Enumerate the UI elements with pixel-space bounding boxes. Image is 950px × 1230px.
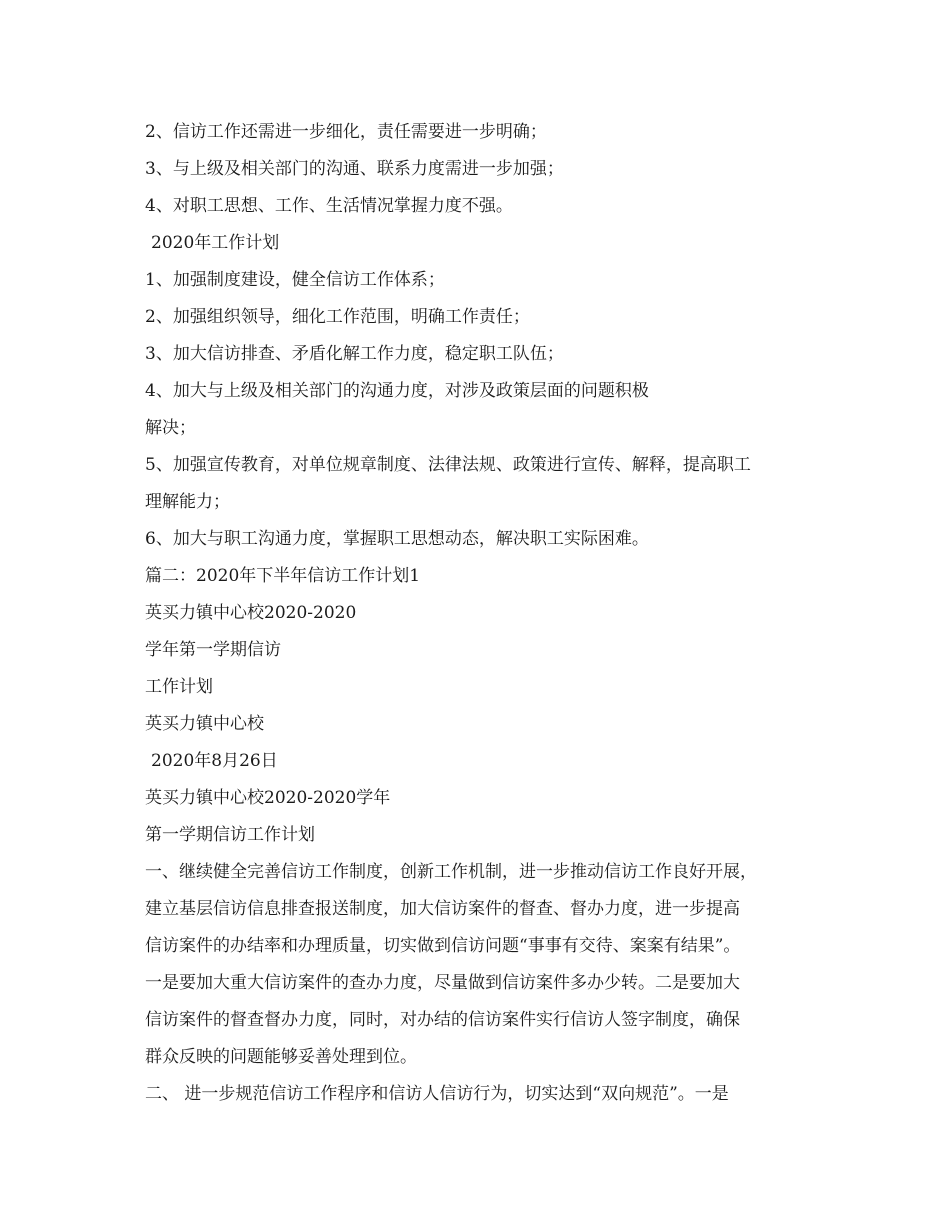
- list-item: 4、加大与上级及相关部门的沟通力度，对涉及政策层面的问题积极: [145, 381, 649, 401]
- section-heading: 2020年工作计划: [151, 233, 280, 253]
- paragraph-line: 信访案件的办结率和办理质量，切实做到信访问题“事事有交待、案案有结果”。: [145, 936, 741, 956]
- plan-title: 英买力镇中心校2020-2020学年: [145, 788, 391, 808]
- cover-line: 学年第一学期信访: [145, 640, 281, 660]
- list-item: 6、加大与职工沟通力度，掌握职工思想动态，解决职工实际困难。: [145, 529, 649, 549]
- list-item: 3、与上级及相关部门的沟通、联系力度需进一步加强；: [145, 159, 564, 179]
- cover-line: 英买力镇中心校2020-2020: [145, 603, 357, 623]
- cover-line: 工作计划: [145, 677, 213, 697]
- paragraph-line: 一、继续健全完善信访工作制度，创新工作机制，进一步推动信访工作良好开展，: [145, 862, 757, 882]
- list-item-continuation: 理解能力；: [145, 492, 230, 512]
- cover-date: 2020年8月26日: [151, 751, 278, 771]
- paragraph-line: 一是要加大重大信访案件的查办力度，尽量做到信访案件多办少转。二是要加大: [145, 973, 740, 993]
- list-item: 3、加大信访排查、矛盾化解工作力度，稳定职工队伍；: [145, 344, 564, 364]
- paragraph-line: 建立基层信访信息排查报送制度，加大信访案件的督查、督办力度，进一步提高: [145, 899, 740, 919]
- document-body: [145, 117, 810, 1116]
- list-item: 4、对职工思想、工作、生活情况掌握力度不强。: [145, 196, 513, 216]
- paragraph-line: 二、 进一步规范信访工作程序和信访人信访行为，切实达到“双向规范”。一是: [145, 1084, 729, 1104]
- plan-title: 第一学期信访工作计划: [145, 825, 315, 845]
- chapter-heading: 篇二：2020年下半年信访工作计划1: [145, 566, 421, 586]
- list-item: 5、加强宣传教育，对单位规章制度、法律法规、政策进行宣传、解释，提高职工: [145, 455, 751, 475]
- list-item: 1、加强制度建设，健全信访工作体系；: [145, 270, 445, 290]
- cover-line: 英买力镇中心校: [145, 714, 264, 734]
- list-item: 2、信访工作还需进一步细化，责任需要进一步明确；: [145, 122, 547, 142]
- list-item: 2、加强组织领导，细化工作范围，明确工作责任；: [145, 307, 530, 327]
- paragraph-line: 群众反映的问题能够妥善处理到位。: [145, 1047, 417, 1067]
- paragraph-line: 信访案件的督查督办力度，同时，对办结的信访案件实行信访人签字制度，确保: [145, 1010, 740, 1030]
- list-item-continuation: 解决；: [145, 418, 196, 438]
